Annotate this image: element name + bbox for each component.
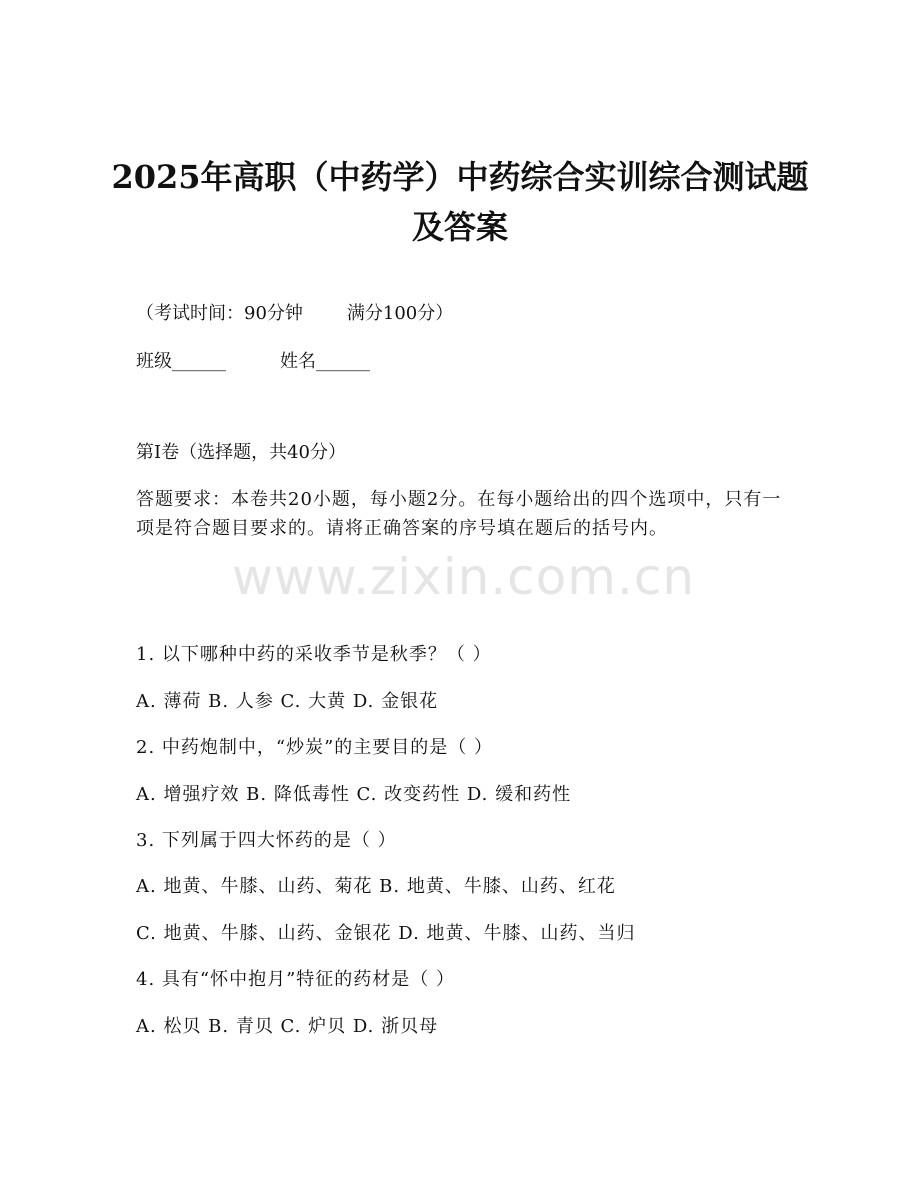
question-options: A. 薄荷 B. 人参 C. 大黄 D. 金银花 [136, 691, 439, 712]
question-stem: 4. 具有“怀中抱月”特征的药材是（ ） [136, 969, 456, 990]
question-stem: 2. 中药炮制中，“炒炭”的主要目的是（ ） [136, 737, 494, 758]
watermark-text: www.zixin.com.cn [232, 548, 696, 606]
exam-info [136, 300, 453, 328]
section-instructions: 答题要求：本卷共20小题，每小题2分。在每小题给出的四个选项中，只有一项是符合题目要求的。请将正确答案的序号填在题后的括号内。 [136, 489, 782, 539]
question-options: C. 地黄、牛膝、山药、金银花 D. 地黄、牛膝、山药、当归 [136, 923, 636, 944]
name-field-label: 姓名______ [280, 351, 370, 372]
exam-time: （考试时间：90分钟 [136, 303, 303, 324]
question-options: A. 增强疗效 B. 降低毒性 C. 改变药性 D. 缓和药性 [136, 784, 572, 805]
question-options: A. 松贝 B. 青贝 C. 炉贝 D. 浙贝母 [136, 1016, 439, 1037]
document-title: 2025年高职（中药学）中药综合实训综合测试题及答案 [111, 158, 809, 246]
question-stem: 3. 下列属于四大怀药的是（ ） [136, 830, 397, 851]
student-fields [136, 348, 370, 376]
exam-full-score: 满分100分） [346, 303, 454, 324]
class-field-label: 班级______ [136, 351, 226, 372]
section-heading: 第I卷（选择题，共40分） [136, 442, 347, 463]
question-options: A. 地黄、牛膝、山药、菊花 B. 地黄、牛膝、山药、红花 [136, 876, 616, 897]
question-stem: 1. 以下哪种中药的采收季节是秋季？（ ） [136, 644, 492, 665]
